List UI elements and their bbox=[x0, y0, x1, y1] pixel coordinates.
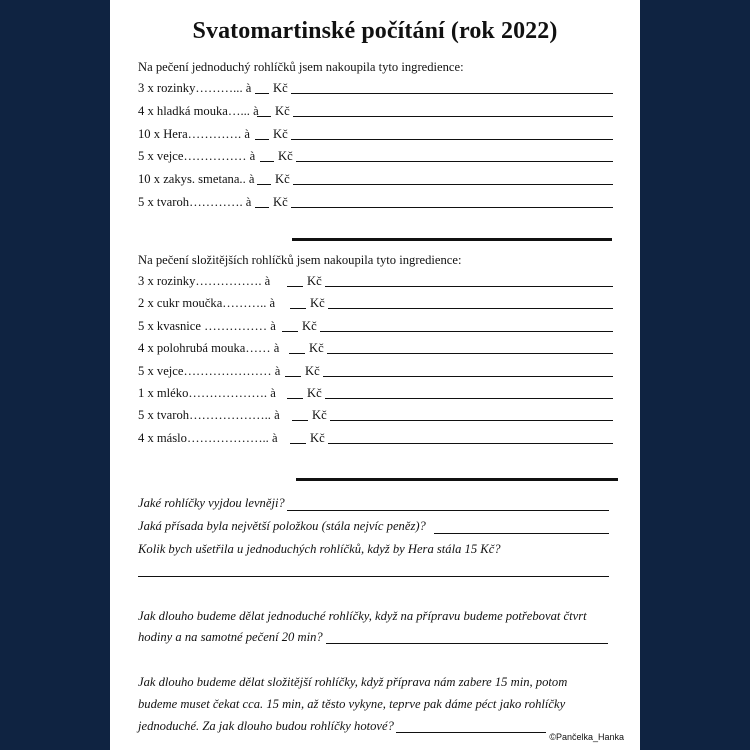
question-5-line-3: jednoduché. Za jak dlouho budou rohlíčky hotové? bbox=[138, 719, 394, 733]
question-5-line-1: Jak dlouho budeme dělat složitější rohlíčky, když příprava nám zabere 15 min, potom bbox=[138, 675, 568, 689]
copyright-note: ©Pančelka_Hanka bbox=[549, 732, 624, 742]
ingredient-label: 10 x Hera…………. à bbox=[138, 126, 250, 141]
ingredient-label: 3 x rozinky………... à bbox=[138, 81, 252, 95]
answer-line-5[interactable] bbox=[396, 732, 546, 733]
currency-label: Kč bbox=[312, 408, 327, 423]
ingredient-row bbox=[138, 386, 613, 402]
worksheet-page bbox=[110, 0, 640, 750]
unit-price-blank[interactable] bbox=[257, 172, 271, 185]
currency-label: Kč bbox=[307, 274, 322, 288]
currency-label: Kč bbox=[275, 103, 290, 118]
total-price-line[interactable] bbox=[293, 104, 613, 117]
unit-price-blank[interactable] bbox=[255, 81, 269, 94]
total-price-line[interactable] bbox=[327, 341, 613, 354]
ingredient-row bbox=[138, 408, 613, 424]
total-price-line[interactable] bbox=[328, 296, 613, 309]
question-4-line-1: Jak dlouho budeme dělat jednoduché rohlíčky, když na přípravu budeme potřebovat čtvrt bbox=[138, 609, 587, 623]
ingredient-row bbox=[138, 431, 613, 447]
ingredient-row bbox=[138, 364, 613, 380]
answer-line-4[interactable] bbox=[326, 643, 608, 644]
unit-price-blank[interactable] bbox=[255, 127, 269, 140]
total-price-line[interactable] bbox=[323, 364, 613, 377]
section1-intro: Na pečení jednoduchý rohlíčků jsem nakoupila tyto ingredience: bbox=[138, 60, 464, 74]
ingredient-row bbox=[138, 319, 613, 335]
unit-price-blank[interactable] bbox=[290, 431, 306, 444]
ingredient-row bbox=[138, 341, 613, 357]
total-price-line[interactable] bbox=[320, 319, 613, 332]
page-title: Svatomartinské počítání (rok 2022) bbox=[192, 18, 558, 44]
currency-label: Kč bbox=[273, 126, 288, 141]
unit-price-blank[interactable] bbox=[292, 408, 308, 421]
ingredient-label: 4 x polohrubá mouka…… à bbox=[138, 341, 280, 356]
currency-label: Kč bbox=[273, 81, 288, 95]
unit-price-blank[interactable] bbox=[290, 296, 306, 309]
question-1: Jaké rohlíčky vyjdou levněji? bbox=[138, 496, 285, 510]
ingredient-row bbox=[138, 127, 613, 143]
ingredient-row bbox=[138, 195, 613, 211]
section-divider bbox=[296, 478, 618, 481]
unit-price-blank[interactable] bbox=[285, 364, 301, 377]
ingredient-label: 4 x máslo……………….. à bbox=[138, 430, 278, 445]
ingredient-row bbox=[138, 172, 613, 188]
ingredient-row bbox=[138, 296, 613, 312]
ingredient-label: 10 x zakys. smetana.. à bbox=[138, 172, 255, 187]
unit-price-blank[interactable] bbox=[289, 341, 305, 354]
total-price-line[interactable] bbox=[291, 195, 613, 208]
answer-line-1[interactable] bbox=[287, 510, 609, 511]
unit-price-blank[interactable] bbox=[255, 195, 269, 208]
question-5-line-2: budeme muset čekat cca. 15 min, až těsto vykyne, teprve pak dáme péct jako rohlíčky bbox=[138, 697, 566, 711]
currency-label: Kč bbox=[275, 172, 290, 187]
ingredient-row bbox=[138, 149, 613, 165]
ingredient-label: 5 x vejce…………… à bbox=[138, 149, 256, 164]
ingredient-label: 5 x tvaroh……………….. à bbox=[138, 408, 280, 423]
total-price-line[interactable] bbox=[325, 274, 613, 287]
unit-price-blank[interactable] bbox=[287, 274, 303, 287]
total-price-line[interactable] bbox=[328, 431, 613, 444]
unit-price-blank[interactable] bbox=[282, 319, 298, 332]
currency-label: Kč bbox=[307, 386, 322, 400]
answer-line-2[interactable] bbox=[434, 533, 609, 534]
ingredient-label: 1 x mléko………………. à bbox=[138, 386, 276, 400]
total-price-line[interactable] bbox=[291, 81, 613, 94]
question-4-line-2: hodiny a na samotné pečení 20 min? bbox=[138, 630, 323, 644]
answer-line-3[interactable] bbox=[138, 576, 609, 577]
currency-label: Kč bbox=[273, 195, 288, 209]
total-price-line[interactable] bbox=[330, 408, 613, 421]
section-divider bbox=[292, 238, 612, 241]
total-price-line[interactable] bbox=[296, 149, 613, 162]
ingredient-row bbox=[138, 104, 613, 120]
unit-price-blank[interactable] bbox=[260, 149, 274, 162]
question-3: Kolik bych ušetřila u jednoduchých rohlíčků, když by Hera stála 15 Kč? bbox=[138, 542, 501, 556]
currency-label: Kč bbox=[278, 149, 293, 164]
ingredient-label: 3 x rozinky……………. à bbox=[138, 274, 271, 288]
ingredient-label: 4 x hladká mouka…... à bbox=[138, 103, 259, 118]
currency-label: Kč bbox=[310, 296, 325, 311]
ingredient-label: 5 x vejce………………… à bbox=[138, 363, 281, 378]
currency-label: Kč bbox=[305, 363, 320, 378]
ingredient-row bbox=[138, 81, 613, 97]
currency-label: Kč bbox=[309, 341, 324, 356]
ingredient-row bbox=[138, 274, 613, 290]
unit-price-blank[interactable] bbox=[257, 104, 271, 117]
question-2: Jaká přísada byla největší položkou (stála nejvíc peněz)? bbox=[138, 519, 426, 533]
unit-price-blank[interactable] bbox=[287, 386, 303, 399]
total-price-line[interactable] bbox=[291, 127, 613, 140]
section2-intro: Na pečení složitějších rohlíčků jsem nakoupila tyto ingredience: bbox=[138, 253, 462, 267]
ingredient-label: 5 x tvaroh…………. à bbox=[138, 195, 252, 209]
ingredient-label: 2 x cukr moučka……….. à bbox=[138, 296, 276, 311]
total-price-line[interactable] bbox=[325, 386, 613, 399]
currency-label: Kč bbox=[302, 318, 317, 333]
total-price-line[interactable] bbox=[293, 172, 613, 185]
ingredient-label: 5 x kvasnice …………… à bbox=[138, 318, 276, 333]
currency-label: Kč bbox=[310, 430, 325, 445]
